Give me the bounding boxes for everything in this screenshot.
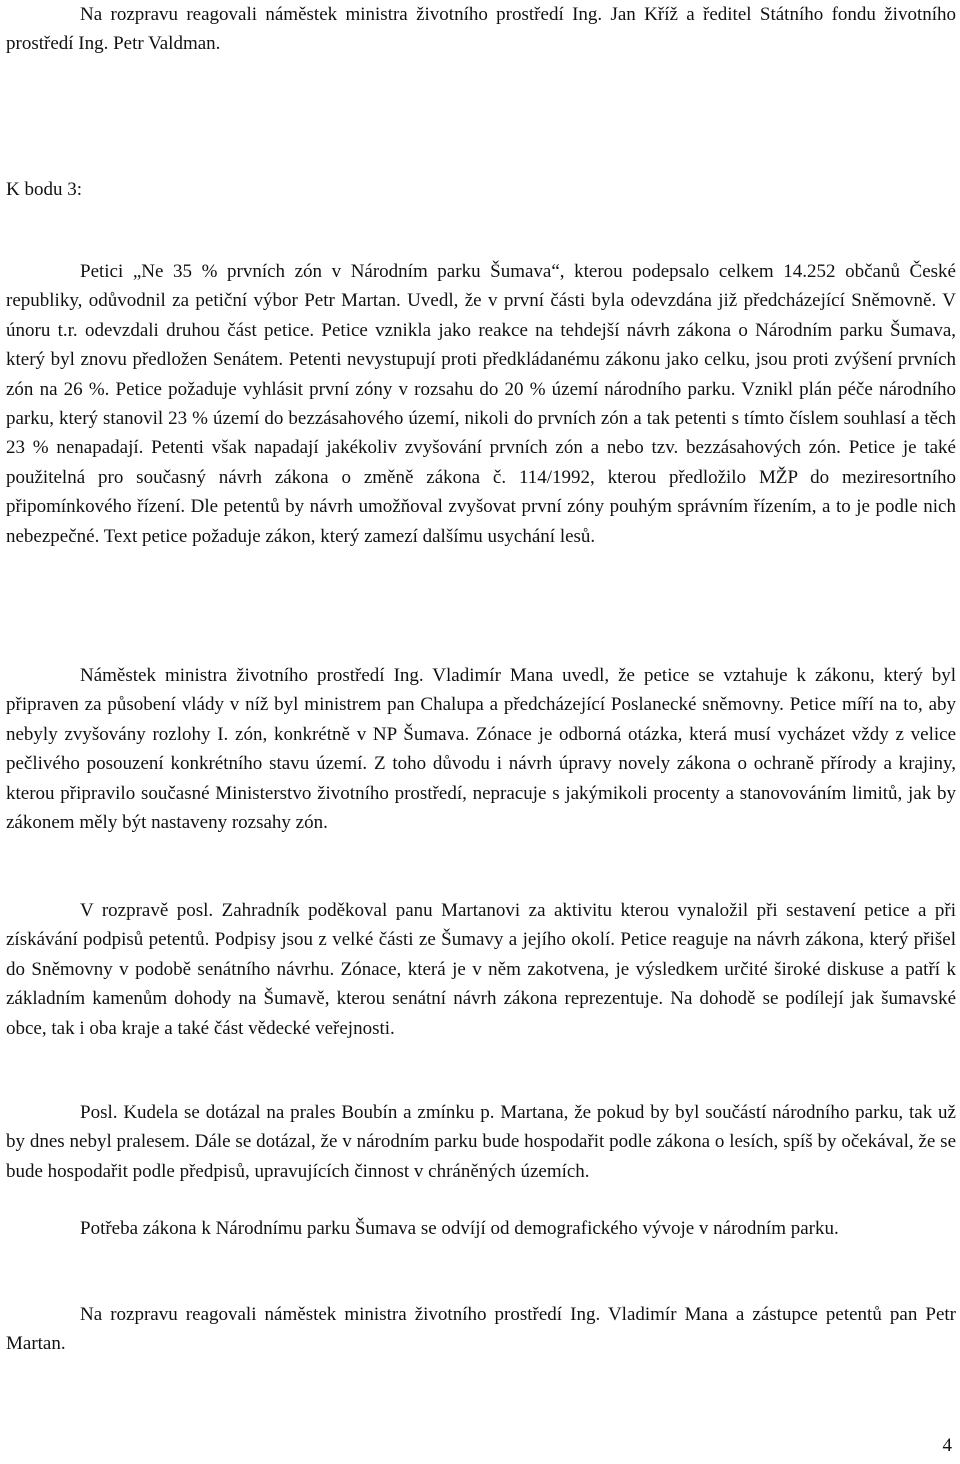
paragraph-discussion-response-1: Na rozpravu reagovali náměstek ministra životního prostředí Ing. Jan Kříž a ředitel Státního fondu životního prostředí Ing. Petr Valdman. (6, 4, 956, 55)
section-heading: K bodu 3: (6, 179, 82, 200)
paragraph-zahradnik-discussion: V rozpravě posl. Zahradník poděkoval panu Martanovi za aktivitu kterou vynaložil při sestavení petice a při získávání podpisů petentů. Podpisy jsou z velké části ze Šumavy a jejího okolí. Petice reaguje na návrh zákona, který přišel do Sněmovny v podobě senátního návrhu. Zónace, která je v něm zakotvena, je výsledkem určité široké diskuse a patří k základním kamenům dohody na Šumavě, kterou senátní návrh zákona reprezentuje. Na dohodě se podílejí jak šumavské obce, tak i oba kraje a také část vědecké veřejnosti. (6, 900, 956, 1039)
paragraph-kudela-question: Posl. Kudela se dotázal na prales Boubín a zmínku p. Martana, že pokud by byl součástí národního parku, tak už by dnes nebyl pralesem. Dále se dotázal, že v národním parku bude hospodařit podle zákona o lesích, spíš by očekával, že se bude hospodařit podle předpisů, upravujících činnost v chráněných územích. (6, 1102, 956, 1182)
paragraph-deputy-minister-statement: Náměstek ministra životního prostředí Ing. Vladimír Mana uvedl, že petice se vztahuje k zákonu, který byl připraven za působení vlády v níž byl ministrem pan Chalupa a předcházející Poslanecké sněmovny. Petice míří na to, aby nebyly zvyšovány rozlohy I. zón, konkrétně v NP Šumava. Zónace je odborná otázka, která musí vycházet vždy z velice pečlivého posouzení konkrétního stavu území. Z toho důvodu i návrh úpravy novely zákona o ochraně přírody a krajiny, kterou připravilo současné Ministerstvo životního prostředí, nepracuje s jakýmikoli procenty a stanovováním limitů, jak by zákonem měly být nastaveny rozsahy zón. (6, 665, 956, 834)
paragraph-demographic-note: Potřeba zákona k Národnímu parku Šumava se odvíjí od demografického vývoje v národním parku. (80, 1218, 839, 1239)
document-page (6, 0, 956, 1464)
page-number: 4 (942, 1435, 952, 1456)
paragraph-discussion-response-2: Na rozpravu reagovali náměstek ministra životního prostředí Ing. Vladimír Mana a zástupce petentů pan Petr Martan. (6, 1304, 956, 1355)
paragraph-petition-introduction: Petici „Ne 35 % prvních zón v Národním parku Šumava“, kterou podepsalo celkem 14.252 občanů České republiky, odůvodnil za petiční výbor Petr Martan. Uvedl, že v první části byla odevzdána již předcházející Sněmovně. V únoru t.r. odevzdali druhou část petice. Petice vznikla jako reakce na tehdejší návrh zákona o Národním parku Šumava, který byl znovu předložen Senátem. Petenti nevystupují proti předkládanému zákonu jako celku, jsou proti zvýšení prvních zón na 26 %. Petice požaduje vyhlásit první zóny v rozsahu do 20 % území národního parku. Vznikl plán péče národního parku, který stanovil 23 % území do bezzásahového území, nikoli do prvních zón a tak petenti s tímto číslem souhlasí a těch 23 % nenapadají. Petenti však napadají jakékoliv zvyšování prvních zón a nebo tzv. bezzásahových zón. Petice je také použitelná pro současný návrh zákona o změně zákona č. 114/1992, kterou předložilo MŽP do meziresortního připomínkového řízení. Dle petentů by návrh umožňoval zvyšovat první zóny pouhým správním řízením, a to je podle nich nebezpečné. Text petice požaduje zákon, který zamezí dalšímu usychání lesů. (6, 261, 956, 547)
